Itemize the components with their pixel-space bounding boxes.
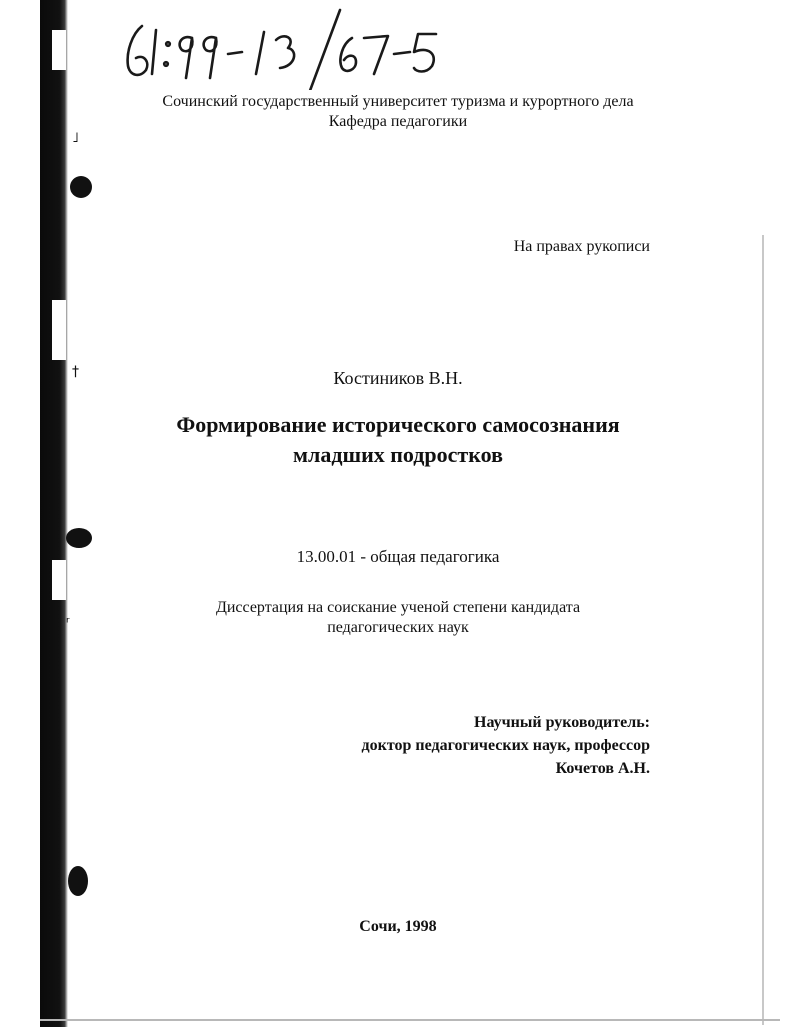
author-name: Костиников В.Н. xyxy=(333,368,463,388)
scan-right-edge-line xyxy=(762,235,764,1025)
dissertation-title xyxy=(70,410,726,470)
binder-hole xyxy=(70,176,92,198)
scan-edge-gap xyxy=(52,300,66,360)
degree-statement xyxy=(70,598,726,638)
university-name: Сочинский государственный университет туризма и курортного дела xyxy=(162,93,634,110)
scan-edge-gap xyxy=(52,560,66,600)
department-name: Кафедра педагогики xyxy=(328,113,468,130)
binder-hole xyxy=(66,528,92,548)
binder-hole xyxy=(68,866,88,896)
title-line-1: Формирование исторического самосознания xyxy=(176,412,620,437)
degree-line-1: Диссертация на соискание ученой степени кандидата xyxy=(215,599,581,616)
binder-tick-mark: ʳ xyxy=(66,615,70,631)
rights-note: На правах рукописи xyxy=(513,238,650,255)
binder-tick-mark: ˩ xyxy=(72,130,79,146)
advisor-block xyxy=(362,711,650,780)
university-header xyxy=(70,92,726,132)
advisor-title: доктор педагогических наук, профессор xyxy=(361,737,650,754)
degree-line-2: педагогических наук xyxy=(327,619,469,636)
scan-binding-edge xyxy=(40,0,68,1027)
advisor-name: Кочетов А.Н. xyxy=(555,760,650,777)
binder-tick-mark: † xyxy=(72,364,79,380)
scan-bottom-edge-line xyxy=(40,1019,780,1021)
title-line-2: младших подростков xyxy=(293,442,503,467)
place-and-year: Сочи, 1998 xyxy=(359,918,437,935)
specialty-code: 13.00.01 - общая педагогика xyxy=(296,547,500,566)
handwritten-archive-number xyxy=(118,8,478,90)
scan-edge-gap xyxy=(52,30,66,70)
advisor-label: Научный руководитель: xyxy=(474,714,650,731)
